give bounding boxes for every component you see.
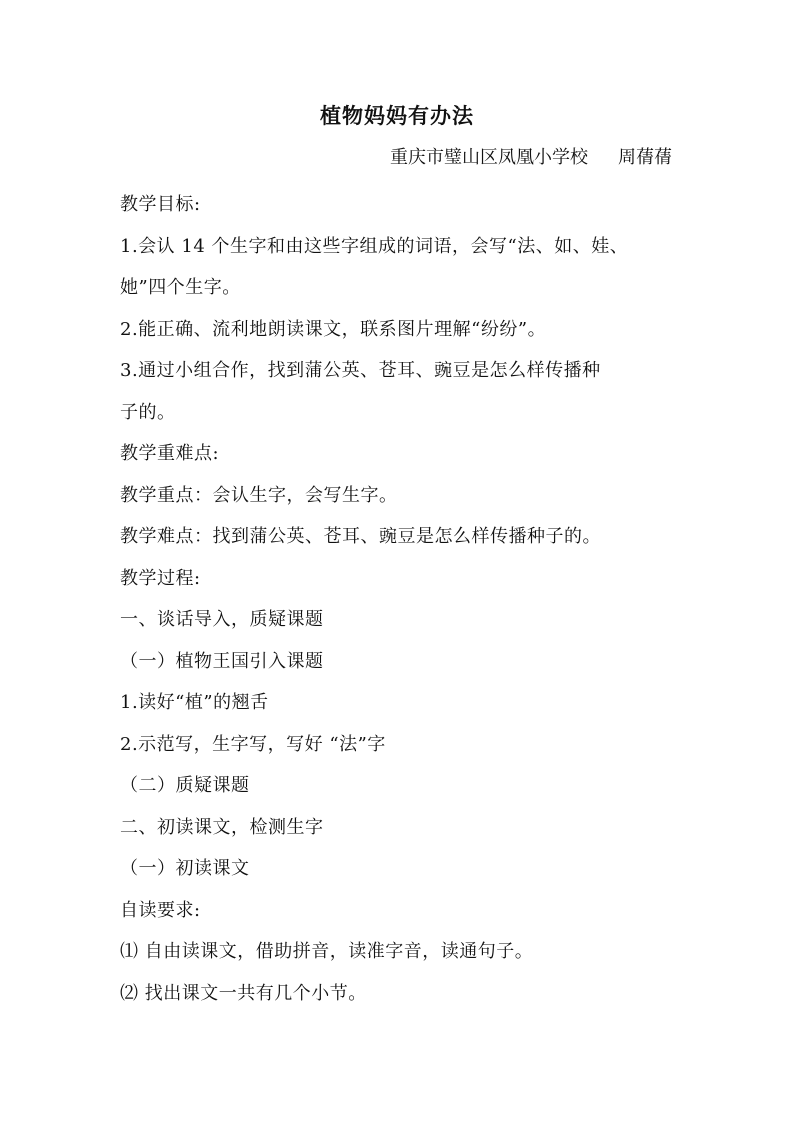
objective-2: 2.能正确、流利地朗读课文，联系图片理解“纷纷”。 xyxy=(120,318,547,340)
process-substep-1-2: （二）质疑课题 xyxy=(120,775,250,796)
difficult-point: 教学难点：找到蒲公英、苍耳、豌豆是怎么样传播种子的。 xyxy=(120,526,601,547)
document-byline xyxy=(390,143,672,173)
process-substep-1-1: （一）植物王国引入课题 xyxy=(120,650,324,672)
process-item-2: 2.示范写，生字写，写好 “法”字 xyxy=(120,733,386,755)
section-heading-process: 教学过程: xyxy=(120,567,201,589)
process-step-1: 一、谈话导入，质疑课题 xyxy=(120,609,324,630)
school-name: 重庆市璧山区凤凰小学校 xyxy=(390,147,588,168)
process-step-2: 二、初读课文，检测生字 xyxy=(120,816,324,838)
self-reading-heading: 自读要求: xyxy=(120,899,201,921)
key-point: 教学重点：会认生字，会写生字。 xyxy=(120,484,398,506)
document-body xyxy=(120,184,680,1014)
self-reading-item-2: ⑵ 找出课文一共有几个小节。 xyxy=(120,982,367,1004)
document-title: 植物妈妈有办法 xyxy=(320,103,474,128)
objective-1-line-1: 1.会认 14 个生字和由这些字组成的词语，会写“法、如、娃、 xyxy=(120,235,629,257)
process-substep-2-1: （一）初读课文 xyxy=(120,858,250,879)
section-heading-key-points: 教学重难点: xyxy=(120,443,220,464)
objective-1-line-2: 她”四个生字。 xyxy=(120,277,241,298)
self-reading-item-1: ⑴ 自由读课文，借助拼音，读准字音，读通句子。 xyxy=(120,941,534,962)
author-name: 周蒨蒨 xyxy=(618,147,672,168)
section-heading-objectives: 教学目标: xyxy=(120,194,201,215)
objective-3-line-2: 子的。 xyxy=(120,401,176,423)
objective-3-line-1: 3.通过小组合作，找到蒲公英、苍耳、豌豆是怎么样传播种 xyxy=(120,360,601,381)
process-item-1: 1.读好“植”的翘舌 xyxy=(120,692,269,713)
